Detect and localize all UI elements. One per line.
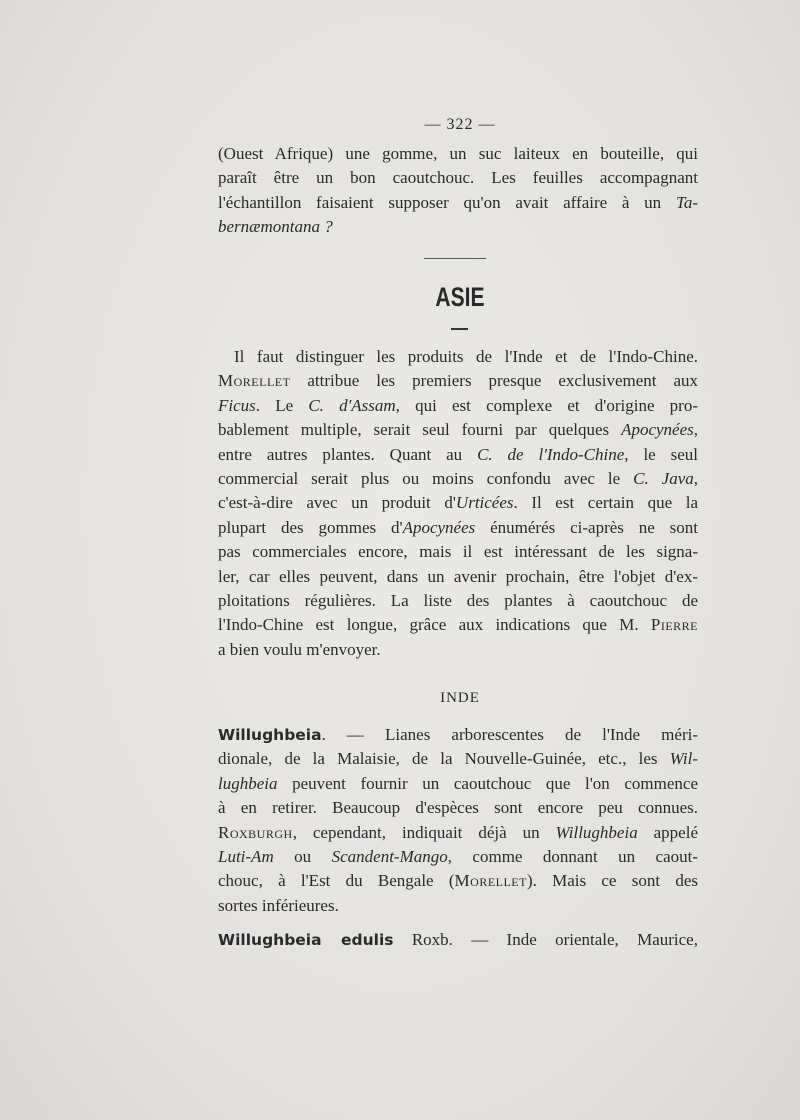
text-line: pas commerciales encore, mais il est intéressant de les signa- — [218, 542, 698, 562]
entry-willughbeia-edulis — [218, 928, 698, 952]
text-line: Willughbeia. — Lianes arborescentes de l'Inde méri- — [218, 725, 698, 744]
section-heading: ASIE — [435, 282, 485, 312]
text-line: commercial serait plus ou moins confondu avec le C. Java, — [218, 469, 698, 489]
text-line: a bien voulu m'envoyer. — [218, 639, 381, 659]
text-line: lughbeia peuvent fournir un caoutchouc que l'on commence — [218, 773, 698, 793]
text-line: bablement multiple, serait seul fourni par quelques Apocynées, — [218, 420, 698, 440]
text-line: Ficus. Le C. d'Assam, qui est complexe et d'origine pro- — [218, 395, 699, 415]
text-line: plupart des gommes d'Apocynées énumérés ci-après ne sont — [218, 517, 698, 537]
text-line: à en retirer. Beaucoup d'espèces sont encore peu connues. — [218, 798, 698, 818]
asie-paragraph — [218, 345, 698, 662]
page-number: — 322 — — [424, 116, 496, 133]
text-line: paraît être un bon caoutchouc. Les feuilles accompagnant — [218, 168, 698, 188]
text-line: l'Indo-Chine est longue, grâce aux indications que M. Pierre — [218, 615, 698, 635]
text-line: Il faut distinguer les produits de l'Inde et de l'Indo-Chine. — [234, 347, 698, 366]
entry-willughbeia — [218, 723, 698, 918]
subheading-inde: INDE — [440, 690, 480, 706]
text-line: dionale, de la Malaisie, de la Nouvelle-Guinée, etc., les Wil- — [218, 749, 698, 769]
heading-dash — [451, 328, 468, 330]
entry-term: Willughbeia — [218, 726, 322, 744]
text-line: bernæmontana ? — [218, 217, 333, 237]
text-line: sortes inférieures. — [218, 895, 339, 915]
text-line: ploitations régulières. La liste des plantes à caoutchouc de — [218, 591, 698, 611]
text-line: Willughbeia edulis Roxb. — Inde orientale, Maurice, — [218, 930, 698, 949]
text-line: Luti-Am ou Scandent-Mango, comme donnant un caout- — [218, 847, 699, 867]
text-line: chouc, à l'Est du Bengale (Morellet). Mais ce sont des — [218, 871, 698, 891]
text-line: (Ouest Afrique) une gomme, un suc laiteux en bouteille, qui — [218, 144, 698, 163]
section-divider — [424, 258, 486, 259]
text-line: entre autres plantes. Quant au C. de l'Indo-Chine, le seul — [218, 444, 698, 464]
intro-paragraph — [218, 142, 698, 240]
entry-term: Willughbeia edulis — [218, 931, 394, 949]
text-line: Morellet attribue les premiers presque exclusivement aux — [218, 371, 698, 391]
text-line: c'est-à-dire avec un produit d'Urticées. Il est certain que la — [218, 493, 698, 513]
text-line: ler, car elles peuvent, dans un avenir prochain, être l'objet d'ex- — [218, 566, 698, 586]
text-line: l'échantillon faisaient supposer qu'on avait affaire à un Ta- — [218, 192, 698, 212]
text-line: Roxburgh, cependant, indiquait déjà un Willughbeia appelé — [218, 822, 698, 842]
